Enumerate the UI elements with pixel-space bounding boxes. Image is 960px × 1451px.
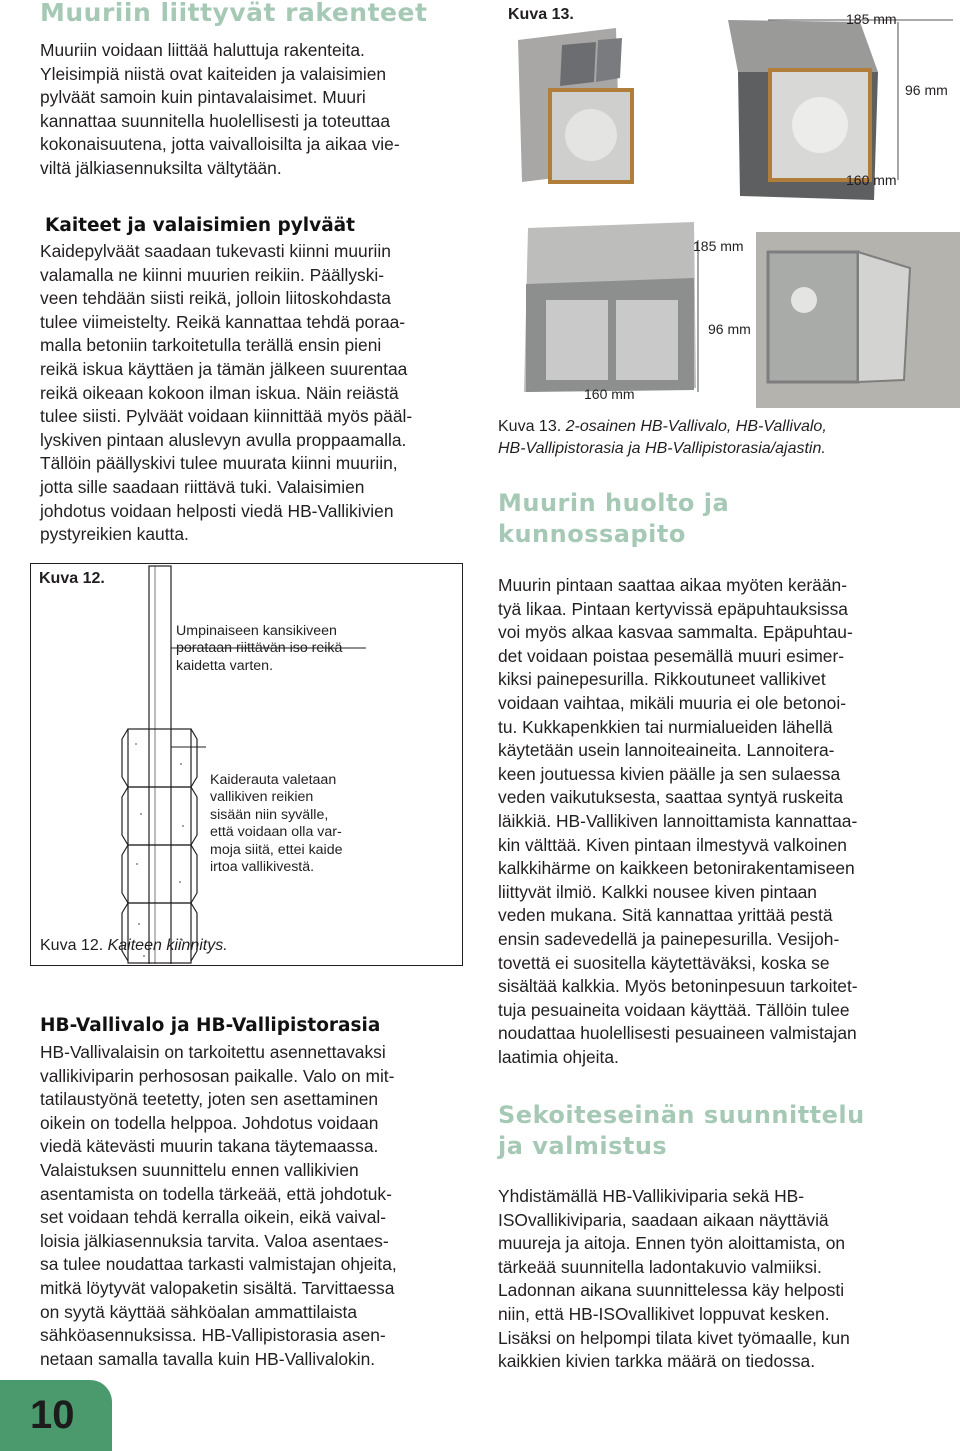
text-line: Muuriin voidaan liittää haluttuja rakenteita. [40, 40, 365, 60]
text-line: kaidetta varten. [176, 657, 274, 674]
text-line: johdotus voidaan helposti viedä HB-Vallikivien [40, 500, 394, 521]
text-line: noudattaa huolellisesti pesuaineen valmistajan [498, 1023, 857, 1044]
text-line: set voidaan tehdä kerralla oikein, eikä vaival- [40, 1207, 387, 1228]
paragraph-vallivalo [40, 1041, 397, 1371]
page-number: 10 [30, 1393, 75, 1437]
figure-13-caption-label: Kuva 13. [498, 418, 562, 435]
figure-12 [30, 563, 463, 966]
light-photos [498, 0, 960, 408]
figure-13 [498, 0, 960, 408]
dim-bottom-depth: 160 mm [584, 386, 635, 402]
figure-13-caption-line2: HB-Vallipistorasia ja HB-Vallipistorasia/ajastin. [498, 440, 826, 457]
text-line: Muurin pintaan saattaa aikaa myöten kerään- [498, 575, 847, 595]
text-line: asentamista on todella tärkeää, että johdotuk- [40, 1183, 392, 1204]
text-line: on syytä käyttää sähköalan ammattilaista [40, 1301, 358, 1322]
text-line: Yleisimpiä niistä ovat kaiteiden ja valaisimien [40, 63, 387, 84]
text-line: sisältää kalkkia. Myös betoninpesuun tarkoitet- [498, 976, 858, 997]
text-line: voi myös alkaa kasvaa sammalta. Epäpuhtau- [498, 622, 853, 643]
text-line: tulee viimeistelty. Reikä kannattaa tehdä poraa- [40, 311, 406, 332]
text-line: Kaidepylväät saadaan tukevasti kiinni muuriin [40, 241, 391, 261]
text-line: mitkä löytyvät valopaketin sisältä. Tarvittaessa [40, 1277, 395, 1298]
figure-12-caption-text: Kaiteen kiinnitys. [107, 937, 228, 954]
section-heading-sekoite-line2: ja valmistus [498, 1132, 668, 1160]
text-line: Umpinaiseen kansikiveen [176, 623, 337, 639]
paragraph-huolto [498, 574, 858, 1069]
text-line: voidaan vaihtaa, mikäli muuria ei ole betonoi- [498, 692, 847, 713]
section-heading-huolto [498, 488, 729, 550]
section-heading-huolto-line1: Muurin huolto ja [498, 489, 730, 517]
text-line: tärkeää suunnitella ladontakuvio valmiiksi. [498, 1256, 822, 1277]
dim-top-width: 185 mm [846, 11, 897, 27]
text-line: irtoa vallikivestä. [210, 859, 315, 876]
text-line: Lisäksi on helpompi tilata kivet työmaalle, kun [498, 1327, 850, 1348]
text-line: valamalla ne kiinni muurien reikiin. Päällyski- [40, 264, 385, 285]
text-line: tulee siisti. Pylväät voidaan kiinnittää myös pääl- [40, 406, 413, 427]
text-line: kaikkien kivien tarkka määrä on tiedossa. [498, 1351, 816, 1372]
text-line: tyä likaa. Pintaan kertyvissä epäpuhtauksissa [498, 598, 848, 619]
text-line: että voidaan olla var- [210, 824, 342, 841]
text-line: vallikiven reikien [210, 789, 314, 806]
text-line: tatilaustyönä teetetty, joten sen asettaminen [40, 1089, 379, 1110]
section-heading-vallivalo: HB-Vallivalo ja HB-Vallipistorasia [40, 1015, 381, 1036]
text-line: kiksi painepesurilla. Rikkoutuneet vallikivet [498, 669, 826, 690]
text-line: tovettä ei suositella käytettäväksi, koska se [498, 952, 830, 973]
text-line: muureja ja aitoja. Ennen työn aloittamista, on [498, 1233, 846, 1254]
dim-bottom-width: 185 mm [693, 238, 744, 254]
section-heading-kaiteet: Kaiteet ja valaisimien pylväät [45, 215, 356, 236]
dim-top-height: 96 mm [905, 82, 948, 98]
figure-13-caption-line1: 2-osainen HB-Vallivalo, HB-Vallivalo, [565, 418, 827, 435]
paragraph-sekoite [498, 1185, 850, 1374]
text-line: sähköasennuksissa. HB-Vallipistorasia asen- [40, 1325, 386, 1346]
figure-12-annotation-top [176, 623, 342, 675]
text-line: malla betoniin tarkoitetulla terällä ensin pieni [40, 335, 382, 356]
text-line: Ladonnan aikana suunnittelessa käy helposti [498, 1280, 845, 1301]
figure-12-label: Kuva 12. [39, 570, 105, 587]
text-line: liittyvät ilmiö. Kalkki nousee kiven pintaan [498, 881, 817, 902]
text-line: veden vaikutuksesta, saattaa syntyä ruskeita [498, 787, 844, 808]
text-line: jotta sille saadaan riittävä tuki. Valaisimien [40, 476, 365, 497]
text-line: viedä kätevästi muurin takana täytemaassa. [40, 1136, 379, 1157]
text-line: loisia jälkiasennuksia tarvita. Valoa asentaes- [40, 1230, 389, 1251]
figure-13-label: Kuva 13. [508, 6, 574, 23]
text-line: sa tulee noudattaa tarkasti valmistajan ohjeita, [40, 1254, 397, 1275]
text-line: reikä iskua käyttäen ja tämän jälkeen suurentaa [40, 358, 408, 379]
text-line: niin, että HB-ISOvallikivet loppuvat kesken. [498, 1303, 830, 1324]
section-heading-huolto-line2: kunnossapito [498, 520, 686, 548]
text-line: moja siitä, ettei kaide [210, 841, 343, 858]
text-line: lyskiven pintaan aluslevyn avulla proppaamalla. [40, 429, 407, 450]
text-line: netaan samalla tavalla kuin HB-Vallivalokin. [40, 1348, 376, 1369]
paragraph-intro [40, 39, 400, 181]
text-line: pystyreikien kautta. [40, 524, 189, 545]
figure-12-annotation-mid [210, 772, 342, 876]
text-line: oikein on todella helppoa. Johdotus voidaan [40, 1112, 379, 1133]
text-line: det voidaan poistaa pesemällä muuri esimer- [498, 645, 845, 666]
section-heading-sekoite [498, 1100, 865, 1162]
paragraph-kaiteet [40, 240, 412, 547]
text-line: Yhdistämällä HB-Vallikiviparia sekä HB- [498, 1186, 805, 1206]
text-line: tuja pesuaineita voidaan käyttää. Tällöin tulee [498, 999, 850, 1020]
text-line: veen tehdään siisti reikä, jolloin liitoskohdasta [40, 288, 391, 309]
text-line: ensin sadevedellä ja painepesurilla. Vesijoh- [498, 928, 840, 949]
figure-12-caption-label: Kuva 12. [40, 937, 104, 954]
text-line: HB-Vallivalaisin on tarkoitettu asennettavaksi [40, 1042, 386, 1062]
text-line: laatimia ohjeita. [498, 1046, 619, 1067]
dim-top-depth: 160 mm [846, 172, 897, 188]
section-heading-muuriin: Muuriin liittyvät rakenteet [40, 0, 428, 27]
text-line: Valaistuksen suunnittelu ennen vallikivien [40, 1159, 359, 1180]
text-line: kalkkihärme on kaikkeen betonirakentamiseen [498, 858, 855, 879]
text-line: pylväät samoin kuin pintavalaisimet. Muuri [40, 87, 366, 108]
text-line: Tällöin päällyskivi tulee muurata kiinni muuriin, [40, 453, 398, 474]
text-line: kokonaisuutena, jotta vaivalloisilta ja aikaa vie- [40, 134, 400, 155]
section-heading-sekoite-line1: Sekoiteseinän suunnittelu [498, 1101, 865, 1129]
text-line: kin välttää. Kiven pintaan ilmestyvä valkoinen [498, 834, 847, 855]
text-line: sisään niin syvälle, [210, 806, 329, 823]
figure-13-caption [498, 416, 827, 460]
text-line: reikä oikeaan kokoon ilman iskua. Näin reiästä [40, 382, 399, 403]
text-line: keen joutuessa kivien päälle ja sen sulaessa [498, 763, 841, 784]
text-line: veden mukana. Sitä kannattaa yrittää pestä [498, 905, 833, 926]
text-line: käytetään usein lannoiteaineita. Lannoitera- [498, 740, 835, 761]
text-line: porataan riittävän iso reikä [176, 640, 343, 657]
text-line: tu. Kukkapenkkien tai nurmialueiden lähellä [498, 716, 833, 737]
text-line: viltä jälkiasennuksilta vältytään. [40, 157, 282, 178]
text-line: läikkiä. HB-Vallikiven lannoittamista kannattaa- [498, 810, 858, 831]
text-line: ISOvallikiviparia, saadaan aikaan näyttäviä [498, 1209, 829, 1230]
dim-bottom-height: 96 mm [708, 321, 751, 337]
text-line: kannattaa suunnitella huolellisesti ja toteuttaa [40, 110, 390, 131]
text-line: Kaiderauta valetaan [210, 772, 337, 788]
text-line: vallikiviparin perhososan paikalle. Valo on mit- [40, 1065, 395, 1086]
figure-12-caption [40, 935, 228, 957]
